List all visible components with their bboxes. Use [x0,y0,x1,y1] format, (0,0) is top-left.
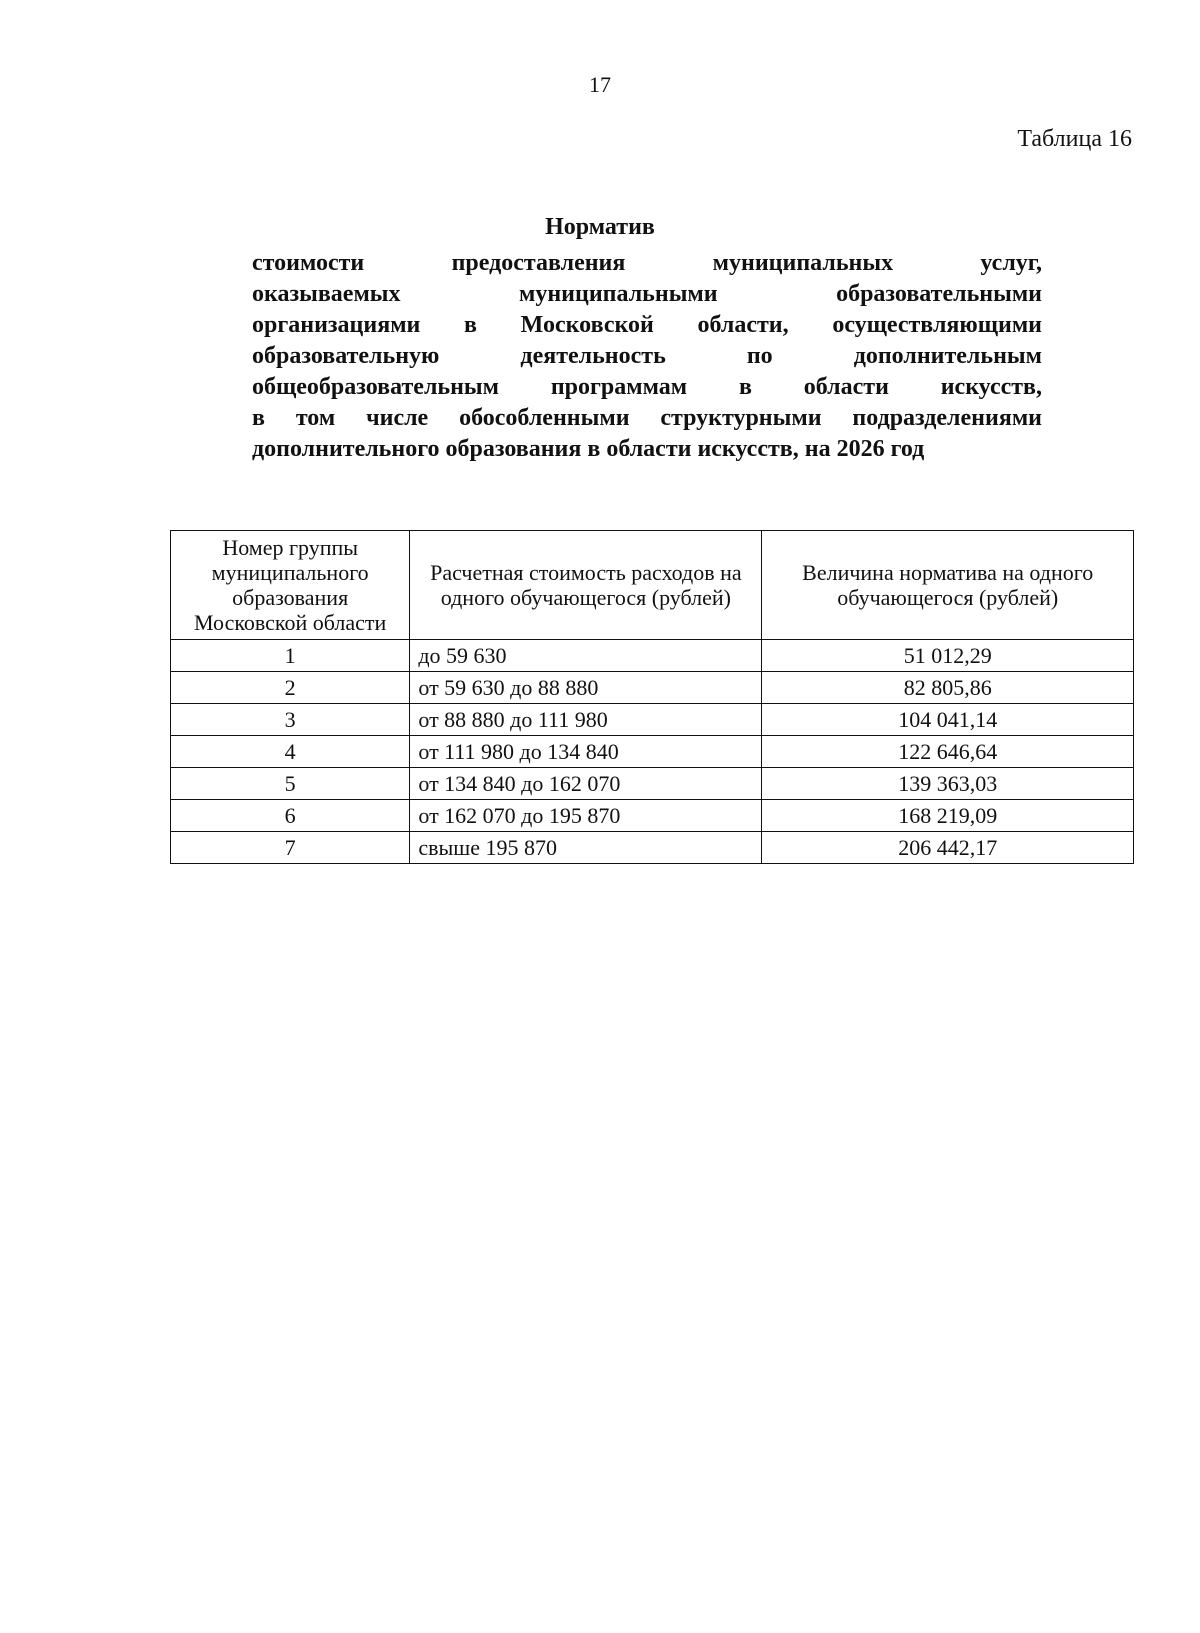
header-norm-value: Величина норматива на одного обучающегося (рублей) [762,531,1134,640]
subtitle-line: оказываемых муниципальными образовательными [252,281,1042,307]
cell-group: 6 [171,800,410,832]
subtitle-line: стоимости предоставления муниципальных услуг, [252,250,1042,276]
subtitle-line: образовательную деятельность по дополнительным [252,343,1042,369]
table-row [171,704,1134,736]
cell-group: 5 [171,768,410,800]
table-label: Таблица 16 [1017,126,1132,152]
cell-range: от 59 630 до 88 880 [410,672,762,704]
page-number: 17 [589,72,611,97]
cell-range: до 59 630 [410,640,762,672]
cell-value: 122 646,64 [762,736,1134,768]
table-row [171,672,1134,704]
subtitle-line: в том числе обособленными структурными подразделениями [252,405,1042,431]
table-row [171,640,1134,672]
subtitle-line: общеобразовательным программам в области искусств, [252,374,1042,400]
cell-range: от 162 070 до 195 870 [410,800,762,832]
subtitle-line: дополнительного образования в области искусств, на 2026 год [252,436,925,462]
subtitle-line: организациями в Московской области, осуществляющими [252,312,1042,338]
cell-group: 2 [171,672,410,704]
cell-group: 4 [171,736,410,768]
table-body [171,640,1134,864]
cell-range: от 134 840 до 162 070 [410,768,762,800]
cell-range: свыше 195 870 [410,832,762,864]
document-title: Норматив [545,214,655,240]
cell-value: 51 012,29 [762,640,1134,672]
document-subtitle [252,248,1042,465]
table-row [171,832,1134,864]
table-row [171,736,1134,768]
table-header [171,531,1134,640]
cell-value: 82 805,86 [762,672,1134,704]
table-row [171,800,1134,832]
cell-group: 1 [171,640,410,672]
cell-range: от 111 980 до 134 840 [410,736,762,768]
norm-table [170,530,1134,864]
cell-value: 139 363,03 [762,768,1134,800]
header-estimated-cost: Расчетная стоимость расходов на одного обучающегося (рублей) [410,531,762,640]
cell-group: 7 [171,832,410,864]
cell-value: 168 219,09 [762,800,1134,832]
header-row [171,531,1134,640]
cell-value: 206 442,17 [762,832,1134,864]
header-group-number: Номер группы муниципального образования Московской области [171,531,410,640]
cell-value: 104 041,14 [762,704,1134,736]
table-row [171,768,1134,800]
cell-range: от 88 880 до 111 980 [410,704,762,736]
cell-group: 3 [171,704,410,736]
